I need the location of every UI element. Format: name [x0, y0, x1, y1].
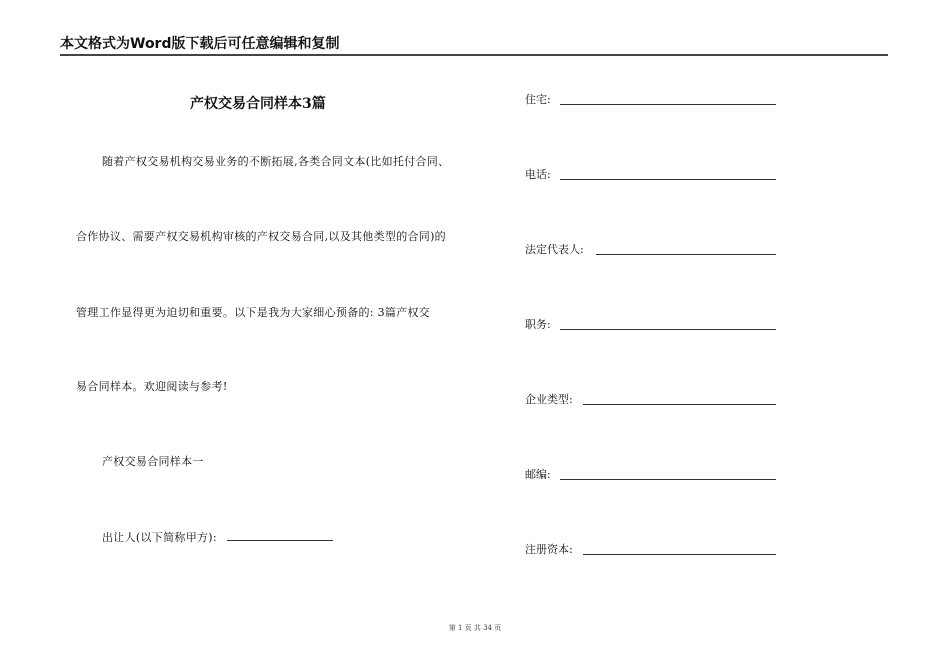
form-field-blank-line — [583, 404, 776, 405]
paragraph-line-3: 管理工作显得更为迫切和重要。以下是我为大家细心预备的: 3篇产权交 — [76, 306, 431, 319]
form-field-label: 住宅: — [525, 93, 551, 106]
form-field-position — [525, 318, 551, 332]
section-heading: 产权交易合同样本一 — [102, 455, 204, 468]
paragraph-line-1: 随着产权交易机构交易业务的不断拓展,各类合同文本(比如托付合同、 — [102, 155, 450, 168]
form-field-blank-line — [560, 104, 776, 105]
form-field-blank-line — [560, 329, 776, 330]
paragraph-line-2: 合作协议、需要产权交易机构审核的产权交易合同,以及其他类型的合同)的 — [76, 230, 446, 243]
transferor-label: 出让人(以下简称甲方): — [102, 531, 217, 544]
form-field-residence — [525, 93, 551, 107]
form-field-blank-line — [596, 254, 776, 255]
form-field-legal-representative — [525, 243, 584, 257]
form-field-registered-capital — [525, 543, 573, 557]
transferor-blank-line — [227, 530, 333, 541]
document-header — [60, 34, 888, 56]
form-field-label: 电话: — [525, 168, 551, 181]
form-field-blank-line — [583, 554, 776, 555]
form-field-blank-line — [560, 179, 776, 180]
form-field-enterprise-type — [525, 393, 573, 407]
form-field-phone — [525, 168, 551, 182]
page-number: 第 1 页 共 34 页 — [448, 624, 502, 632]
form-field-label: 注册资本: — [525, 543, 573, 556]
form-field-label: 邮编: — [525, 468, 551, 481]
form-field-blank-line — [560, 479, 776, 480]
form-field-label: 法定代表人: — [525, 243, 584, 256]
transferor-field — [102, 530, 333, 545]
paragraph-line-4: 易合同样本。欢迎阅读与参考! — [76, 380, 228, 393]
form-field-postcode — [525, 468, 551, 482]
form-field-label: 企业类型: — [525, 393, 573, 406]
document-title: 产权交易合同样本3篇 — [190, 96, 326, 112]
header-text: 本文格式为Word版下载后可任意编辑和复制 — [60, 36, 340, 52]
form-field-label: 职务: — [525, 318, 551, 331]
